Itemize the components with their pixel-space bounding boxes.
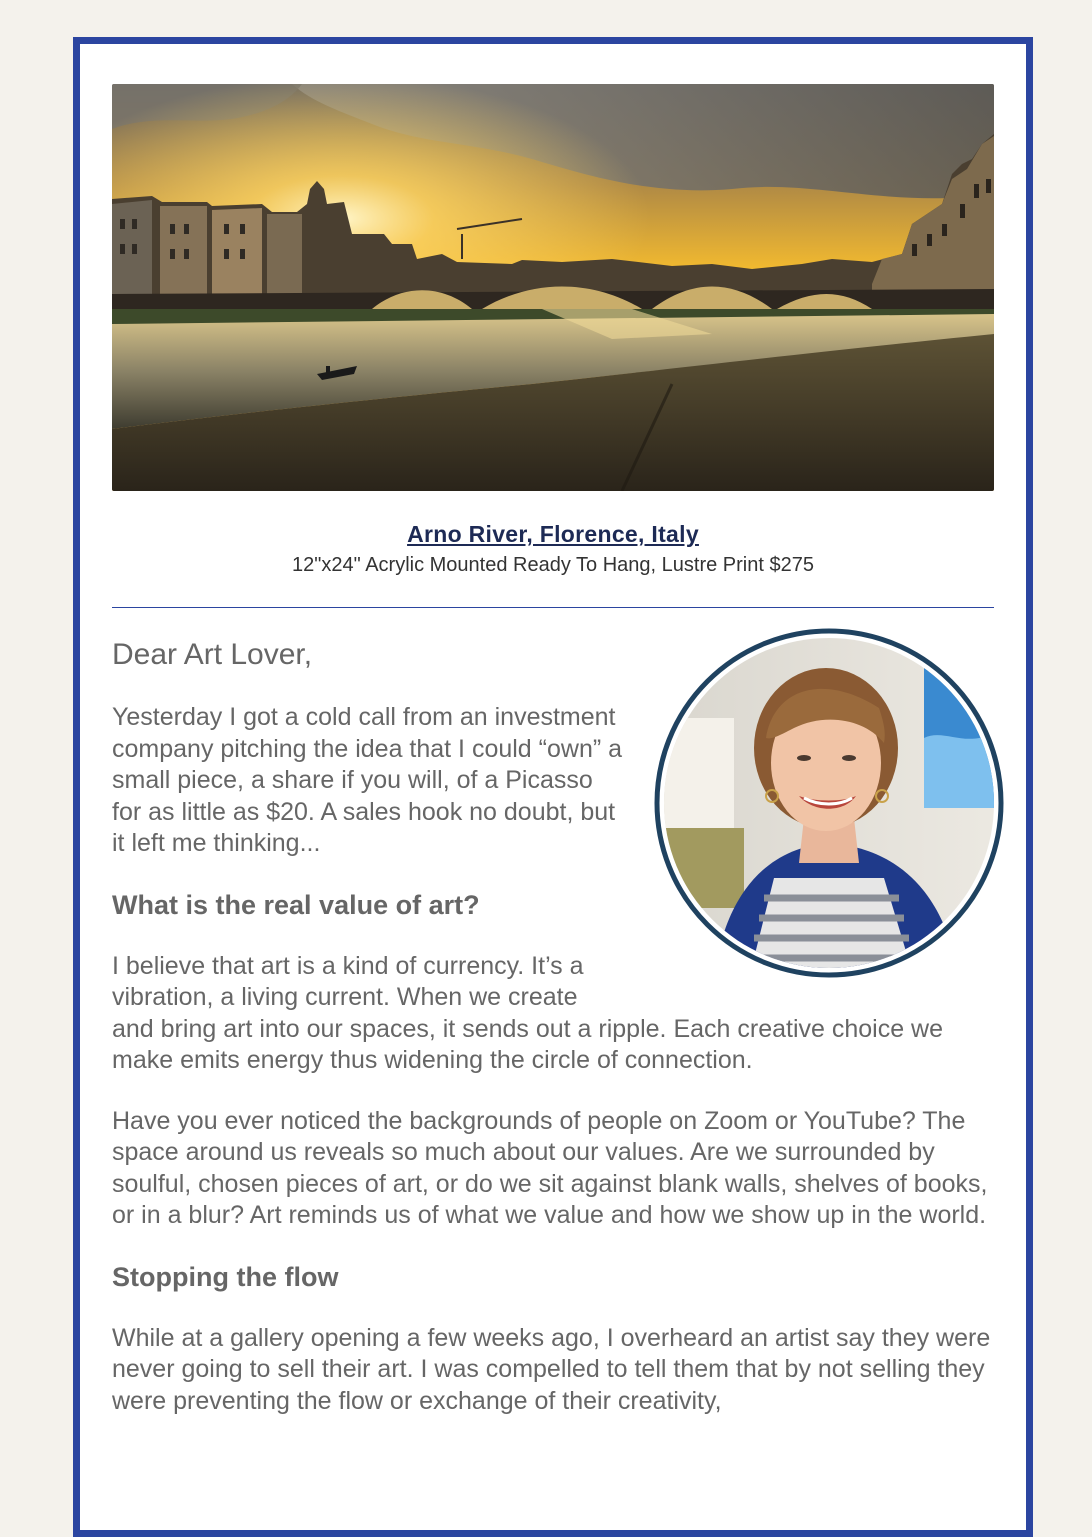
paragraph-backgrounds: Have you ever noticed the backgrounds of people on Zoom or YouTube? The space around us reveals so much about our values. Are we surrounded by soulful, chosen pieces of art, or do we sit against blank walls, shelves of books, or in a blur? Art reminds us of what we value and how we show up in the world. <box>112 1106 988 1229</box>
email-content <box>112 84 994 1446</box>
paragraph-currency: I believe that art is a kind of currency. It’s a vibration, a living current. When we create and bring art into our spaces, it sends out a ripple. Each creative choice we make emits energy thus widening the circle of connection. <box>112 951 944 1074</box>
paragraph-gallery: While at a gallery opening a few weeks ago, I overheard an artist say they were never going to sell their art. I was compelled to tell them that by not selling they were preventing the flow or exchange of their creativity, <box>112 1323 991 1415</box>
hero-caption <box>112 521 994 577</box>
email-frame <box>73 37 1033 1537</box>
heading-stopping-flow: Stopping the flow <box>112 1261 339 1292</box>
letter-body <box>112 638 994 1417</box>
artist-portrait <box>654 628 1004 978</box>
intro-paragraph: Yesterday I got a cold call from an investment company pitching the idea that I could “own” a small piece, a share if you will, of a Picasso for as little as $20. A sales hook no doubt, but it left me thinking... <box>112 703 623 857</box>
artwork-title-link[interactable]: Arno River, Florence, Italy <box>407 521 699 547</box>
heading-real-value: What is the real value of art? <box>112 889 480 920</box>
artwork-details: 12"x24" Acrylic Mounted Ready To Hang, Lustre Print $275 <box>292 554 814 576</box>
greeting: Dear Art Lover, <box>112 638 313 671</box>
section-divider <box>112 607 994 608</box>
hero-image-arno-river[interactable] <box>112 84 994 491</box>
